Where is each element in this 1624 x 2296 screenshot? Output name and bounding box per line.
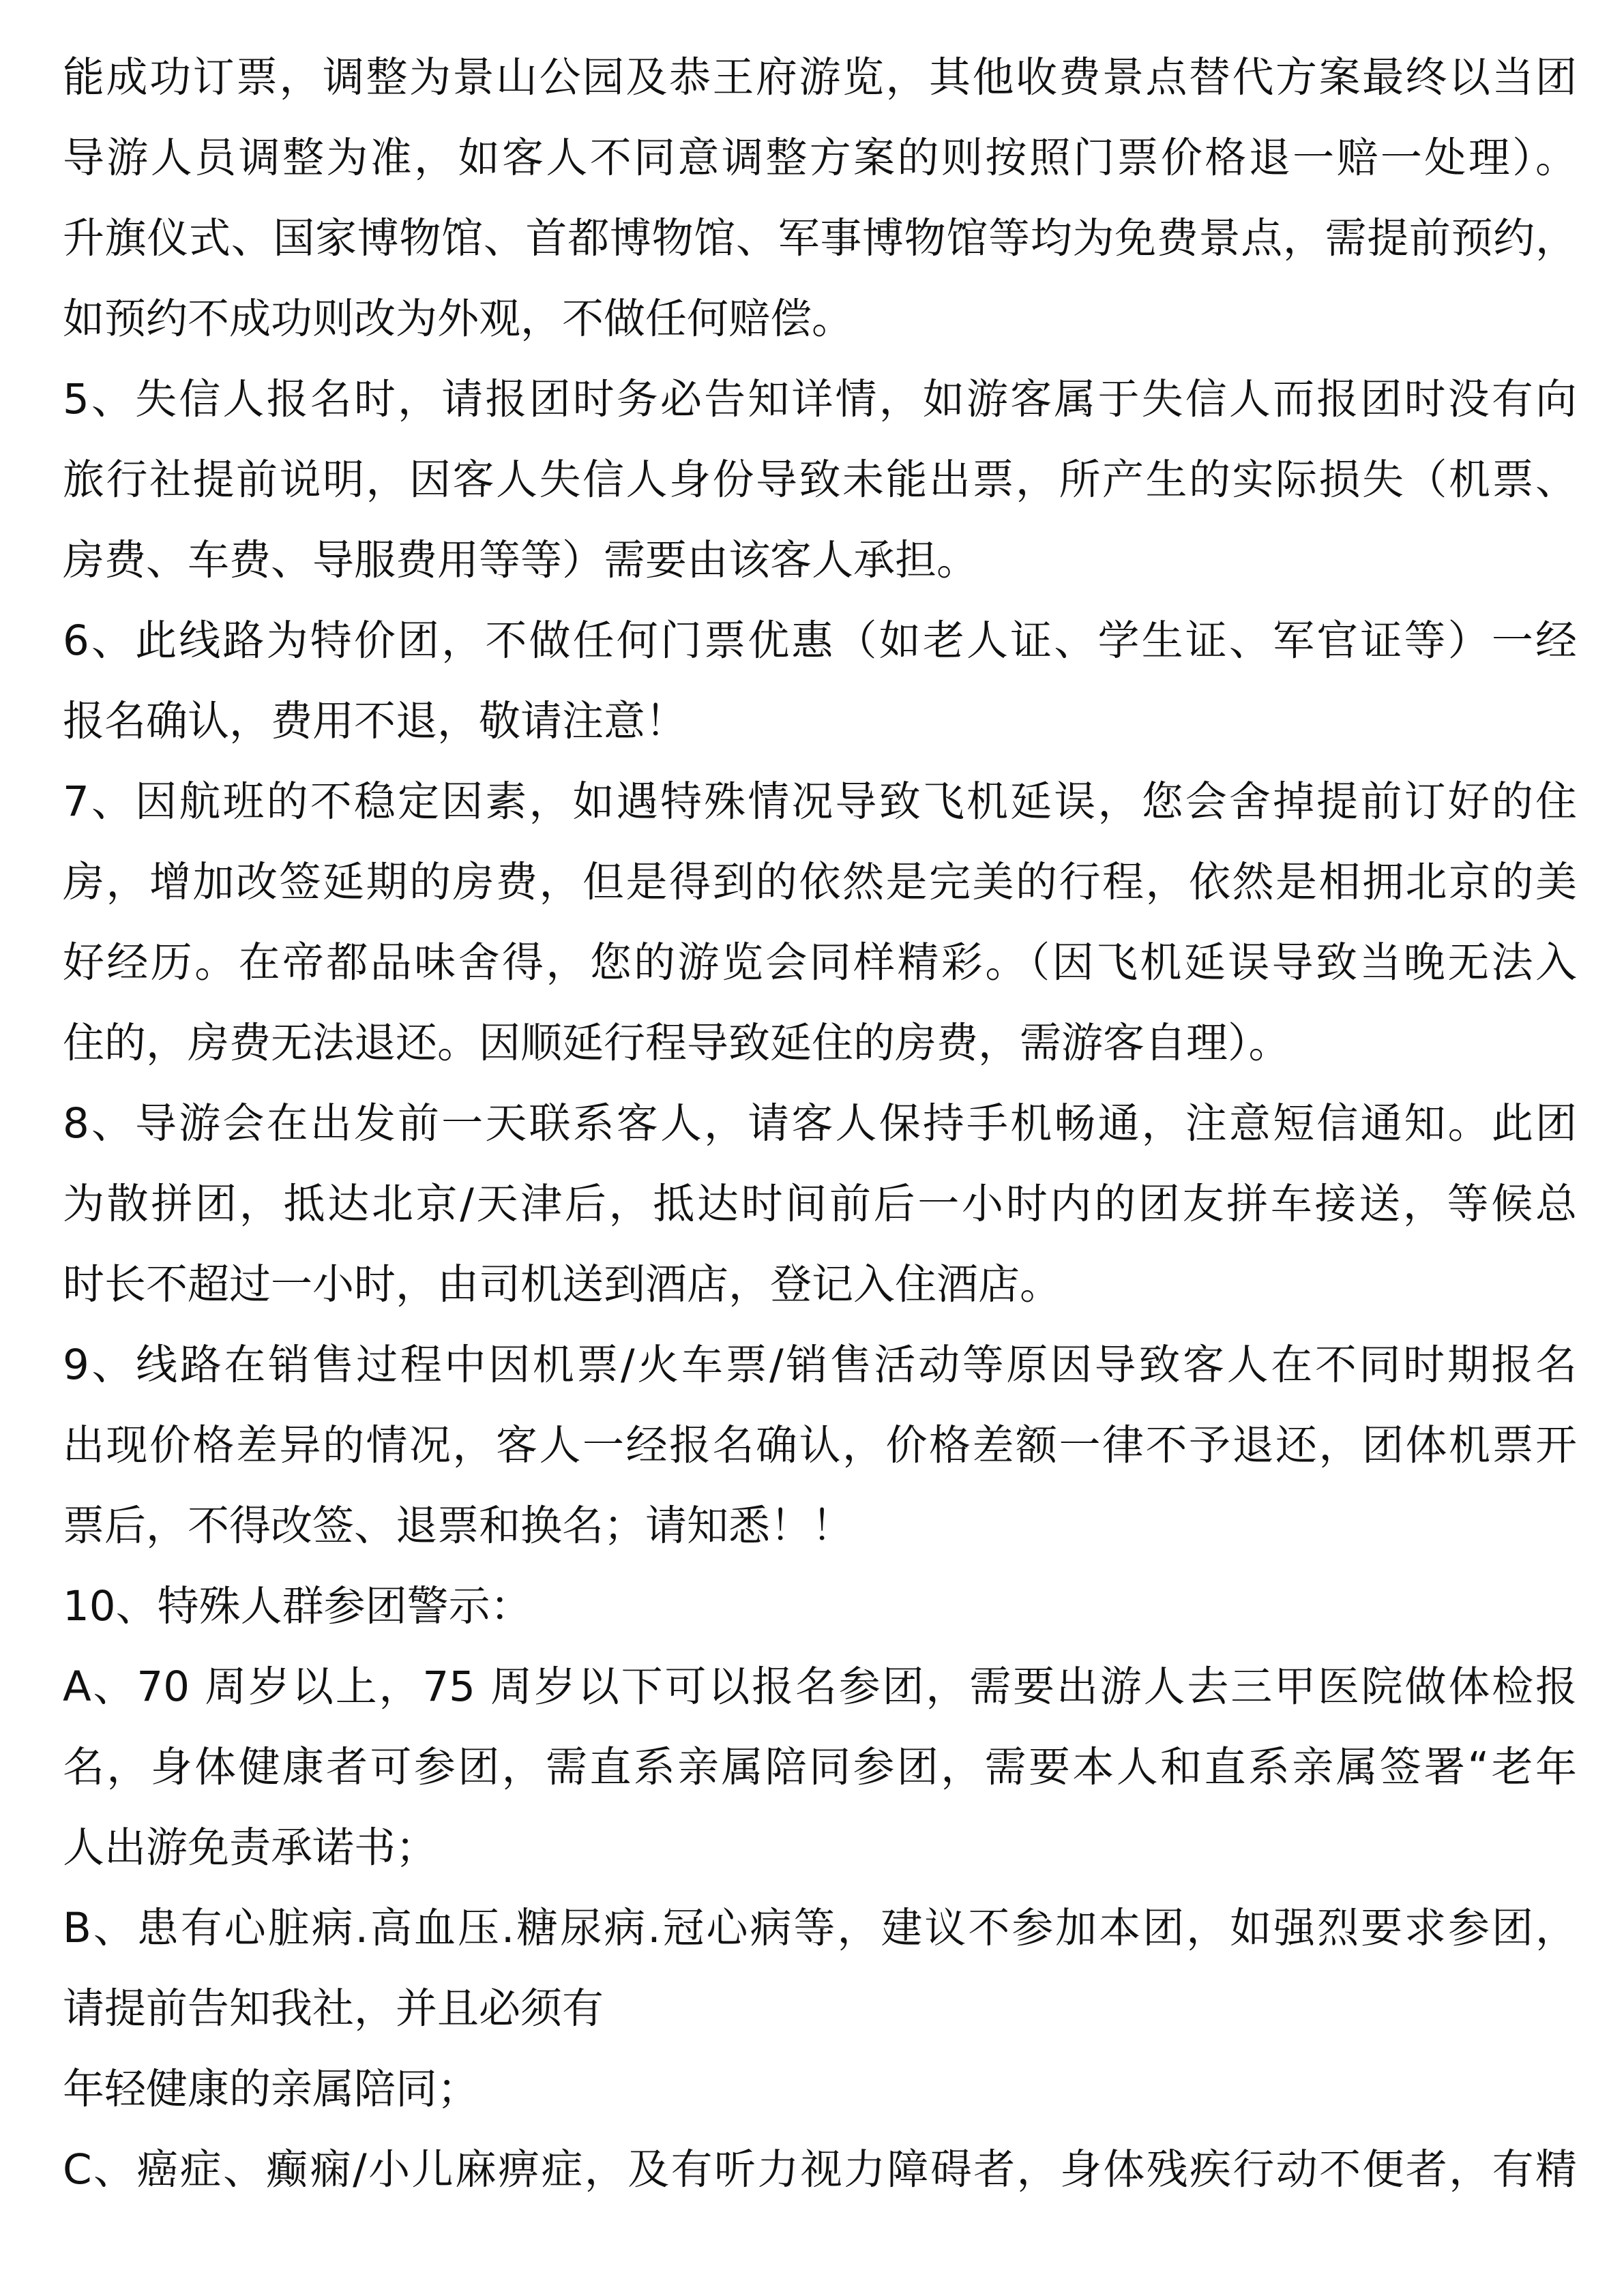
- text-line: B、患有心脏病.高血压.糖尿病.冠心病等，建议不参加本团，如强烈要求参团，: [63, 1904, 1577, 1952]
- text-line: 5、失信人报名时，请报团时务必告知详情，如游客属于失信人而报团时没有向: [63, 375, 1577, 423]
- text-line: 时长不超过一小时，由司机送到酒店，登记入住酒店。: [63, 1260, 1062, 1309]
- text-line: 年轻健康的亲属陪同；: [63, 2065, 479, 2113]
- text-line: 8、导游会在出发前一天联系客人，请客人保持手机畅通，注意短信通知。此团: [63, 1099, 1577, 1148]
- text-line: 升旗仪式、国家博物馆、首都博物馆、军事博物馆等均为免费景点，需提前预约，: [63, 214, 1577, 263]
- text-line: 9、线路在销售过程中因机票/火车票/销售活动等原因导致客人在不同时期报名: [63, 1341, 1577, 1389]
- text-line: 人出游免责承诺书；: [63, 1823, 438, 1872]
- text-line: 旅行社提前说明，因客人失信人身份导致未能出票，所产生的实际损失（机票、: [63, 456, 1577, 504]
- document-body: [63, 38, 1577, 2210]
- text-line: 好经历。在帝都品味舍得，您的游览会同样精彩。（因飞机延误导致当晚无法入: [63, 938, 1577, 987]
- text-line: 7、因航班的不稳定因素，如遇特殊情况导致飞机延误，您会舍掉提前订好的住: [63, 777, 1577, 826]
- text-line: C、癌症、癫痫/小儿麻痹症，及有听力视力障碍者，身体残疾行动不便者，有精: [63, 2145, 1577, 2194]
- text-line: 为散拼团，抵达北京/天津后，抵达时间前后一小时内的团友拼车接送，等候总: [63, 1180, 1577, 1228]
- text-line: A、70 周岁以上，75 周岁以下可以报名参团，需要出游人去三甲医院做体检报: [63, 1663, 1577, 1711]
- text-line: 房费、车费、导服费用等等）需要由该客人承担。: [63, 536, 979, 584]
- text-line: 票后，不得改签、退票和换名；请知悉！！: [63, 1502, 854, 1550]
- text-line: 导游人员调整为准，如客人不同意调整方案的则按照门票价格退一赔一处理）。: [63, 134, 1577, 182]
- text-line: 出现价格差异的情况，客人一经报名确认，价格差额一律不予退还，团体机票开: [63, 1421, 1577, 1470]
- text-line: 10、特殊人群参团警示：: [63, 1582, 532, 1630]
- text-line: 请提前告知我社，并且必须有: [63, 1984, 604, 2033]
- text-line: 报名确认，费用不退，敬请注意！: [63, 697, 688, 745]
- text-line: 如预约不成功则改为外观，不做任何赔偿。: [63, 295, 854, 343]
- text-line: 住的，房费无法退还。因顺延行程导致延住的房费，需游客自理）。: [63, 1019, 1290, 1067]
- text-line: 名，身体健康者可参团，需直系亲属陪同参团，需要本人和直系亲属签署“老年: [63, 1743, 1577, 1791]
- text-line: 房，增加改签延期的房费，但是得到的依然是完美的行程，依然是相拥北京的美: [63, 858, 1577, 906]
- text-line: 6、此线路为特价团，不做任何门票优惠（如老人证、学生证、军官证等）一经: [63, 616, 1577, 665]
- text-line: 能成功订票，调整为景山公园及恭王府游览，其他收费景点替代方案最终以当团: [63, 53, 1577, 102]
